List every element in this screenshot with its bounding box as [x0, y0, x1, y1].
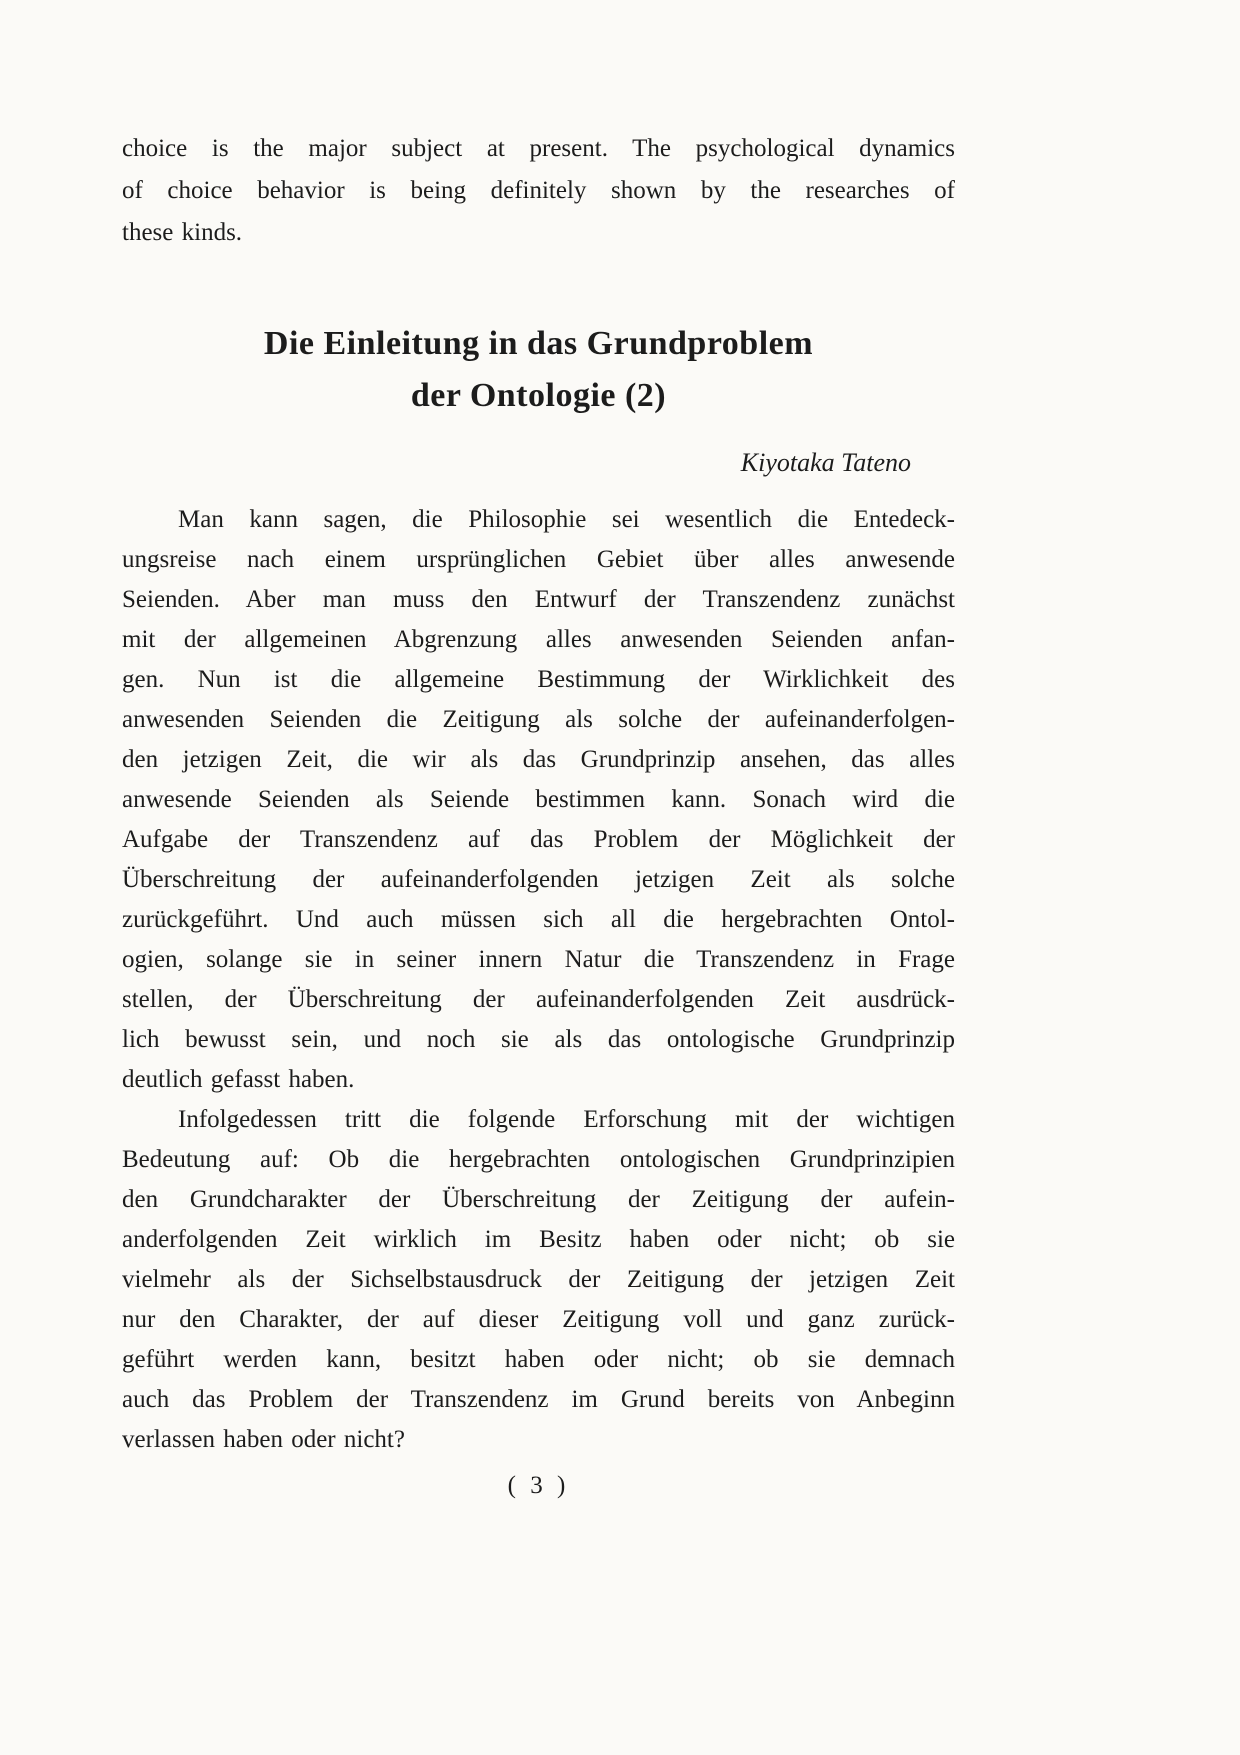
text-line: of choice behavior is being definitely shown by the researches of: [122, 177, 955, 204]
text-line: ogien, solange sie in seiner innern Natur die Transzendenz in Frage: [122, 946, 955, 973]
text-line: choice is the major subject at present. The psychological dynamics: [122, 135, 955, 162]
text-line: anwesenden Seienden die Zeitigung als solche der aufeinanderfolgen-: [122, 706, 955, 733]
title-line-2: der Ontologie (2): [410, 377, 667, 414]
body-paragraph-1: [122, 500, 955, 1100]
author-name: Kiyotaka Tateno: [740, 448, 911, 477]
text-line: ungsreise nach einem ursprünglichen Gebiet über alles anwesende: [122, 546, 955, 573]
text-line: geführt werden kann, besitzt haben oder nicht; ob sie demnach: [122, 1346, 955, 1373]
text-line: den Grundcharakter der Überschreitung der Zeitigung der aufein-: [122, 1186, 955, 1213]
text-line: vielmehr als der Sichselbstausdruck der Zeitigung der jetzigen Zeit: [122, 1266, 955, 1293]
text-line: auch das Problem der Transzendenz im Grund bereits von Anbeginn: [122, 1386, 955, 1413]
body-text: [122, 500, 955, 1460]
text-line: zurückgeführt. Und auch müssen sich all die hergebrachten Ontol-: [122, 906, 955, 933]
text-line: Aufgabe der Transzendenz auf das Problem der Möglichkeit der: [122, 826, 955, 853]
text-line: Infolgedessen tritt die folgende Erforschung mit der wichtigen: [178, 1106, 955, 1133]
page-number: ( 3 ): [507, 1472, 570, 1499]
text-line: Seienden. Aber man muss den Entwurf der Transzendenz zunächst: [122, 586, 955, 613]
text-line: gen. Nun ist die allgemeine Bestimmung der Wirklichkeit des: [122, 666, 955, 693]
text-line: verlassen haben oder nicht?: [122, 1426, 405, 1453]
text-line: mit der allgemeinen Abgrenzung alles anwesenden Seienden anfan-: [122, 626, 955, 653]
text-line: these kinds.: [122, 219, 243, 246]
title-line-1: Die Einleitung in das Grundproblem: [263, 325, 814, 362]
article-title: [122, 318, 955, 422]
text-line: deutlich gefasst haben.: [122, 1066, 355, 1093]
text-line: Überschreitung der aufeinanderfolgenden jetzigen Zeit als solche: [122, 866, 955, 893]
text-line: anderfolgenden Zeit wirklich im Besitz haben oder nicht; ob sie: [122, 1226, 955, 1253]
text-line: stellen, der Überschreitung der aufeinanderfolgenden Zeit ausdrück-: [122, 986, 955, 1013]
text-line: Man kann sagen, die Philosophie sei wesentlich die Entedeck-: [178, 506, 955, 533]
text-line: nur den Charakter, der auf dieser Zeitigung voll und ganz zurück-: [122, 1306, 955, 1333]
intro-paragraph: [122, 128, 955, 254]
text-line: anwesende Seienden als Seiende bestimmen kann. Sonach wird die: [122, 786, 955, 813]
body-paragraph-2: [122, 1100, 955, 1460]
text-line: lich bewusst sein, und noch sie als das ontologische Grundprinzip: [122, 1026, 955, 1053]
text-line: Bedeutung auf: Ob die hergebrachten ontologischen Grundprinzipien: [122, 1146, 955, 1173]
text-line: den jetzigen Zeit, die wir als das Grundprinzip ansehen, das alles: [122, 746, 955, 773]
text-column: [122, 0, 955, 1460]
